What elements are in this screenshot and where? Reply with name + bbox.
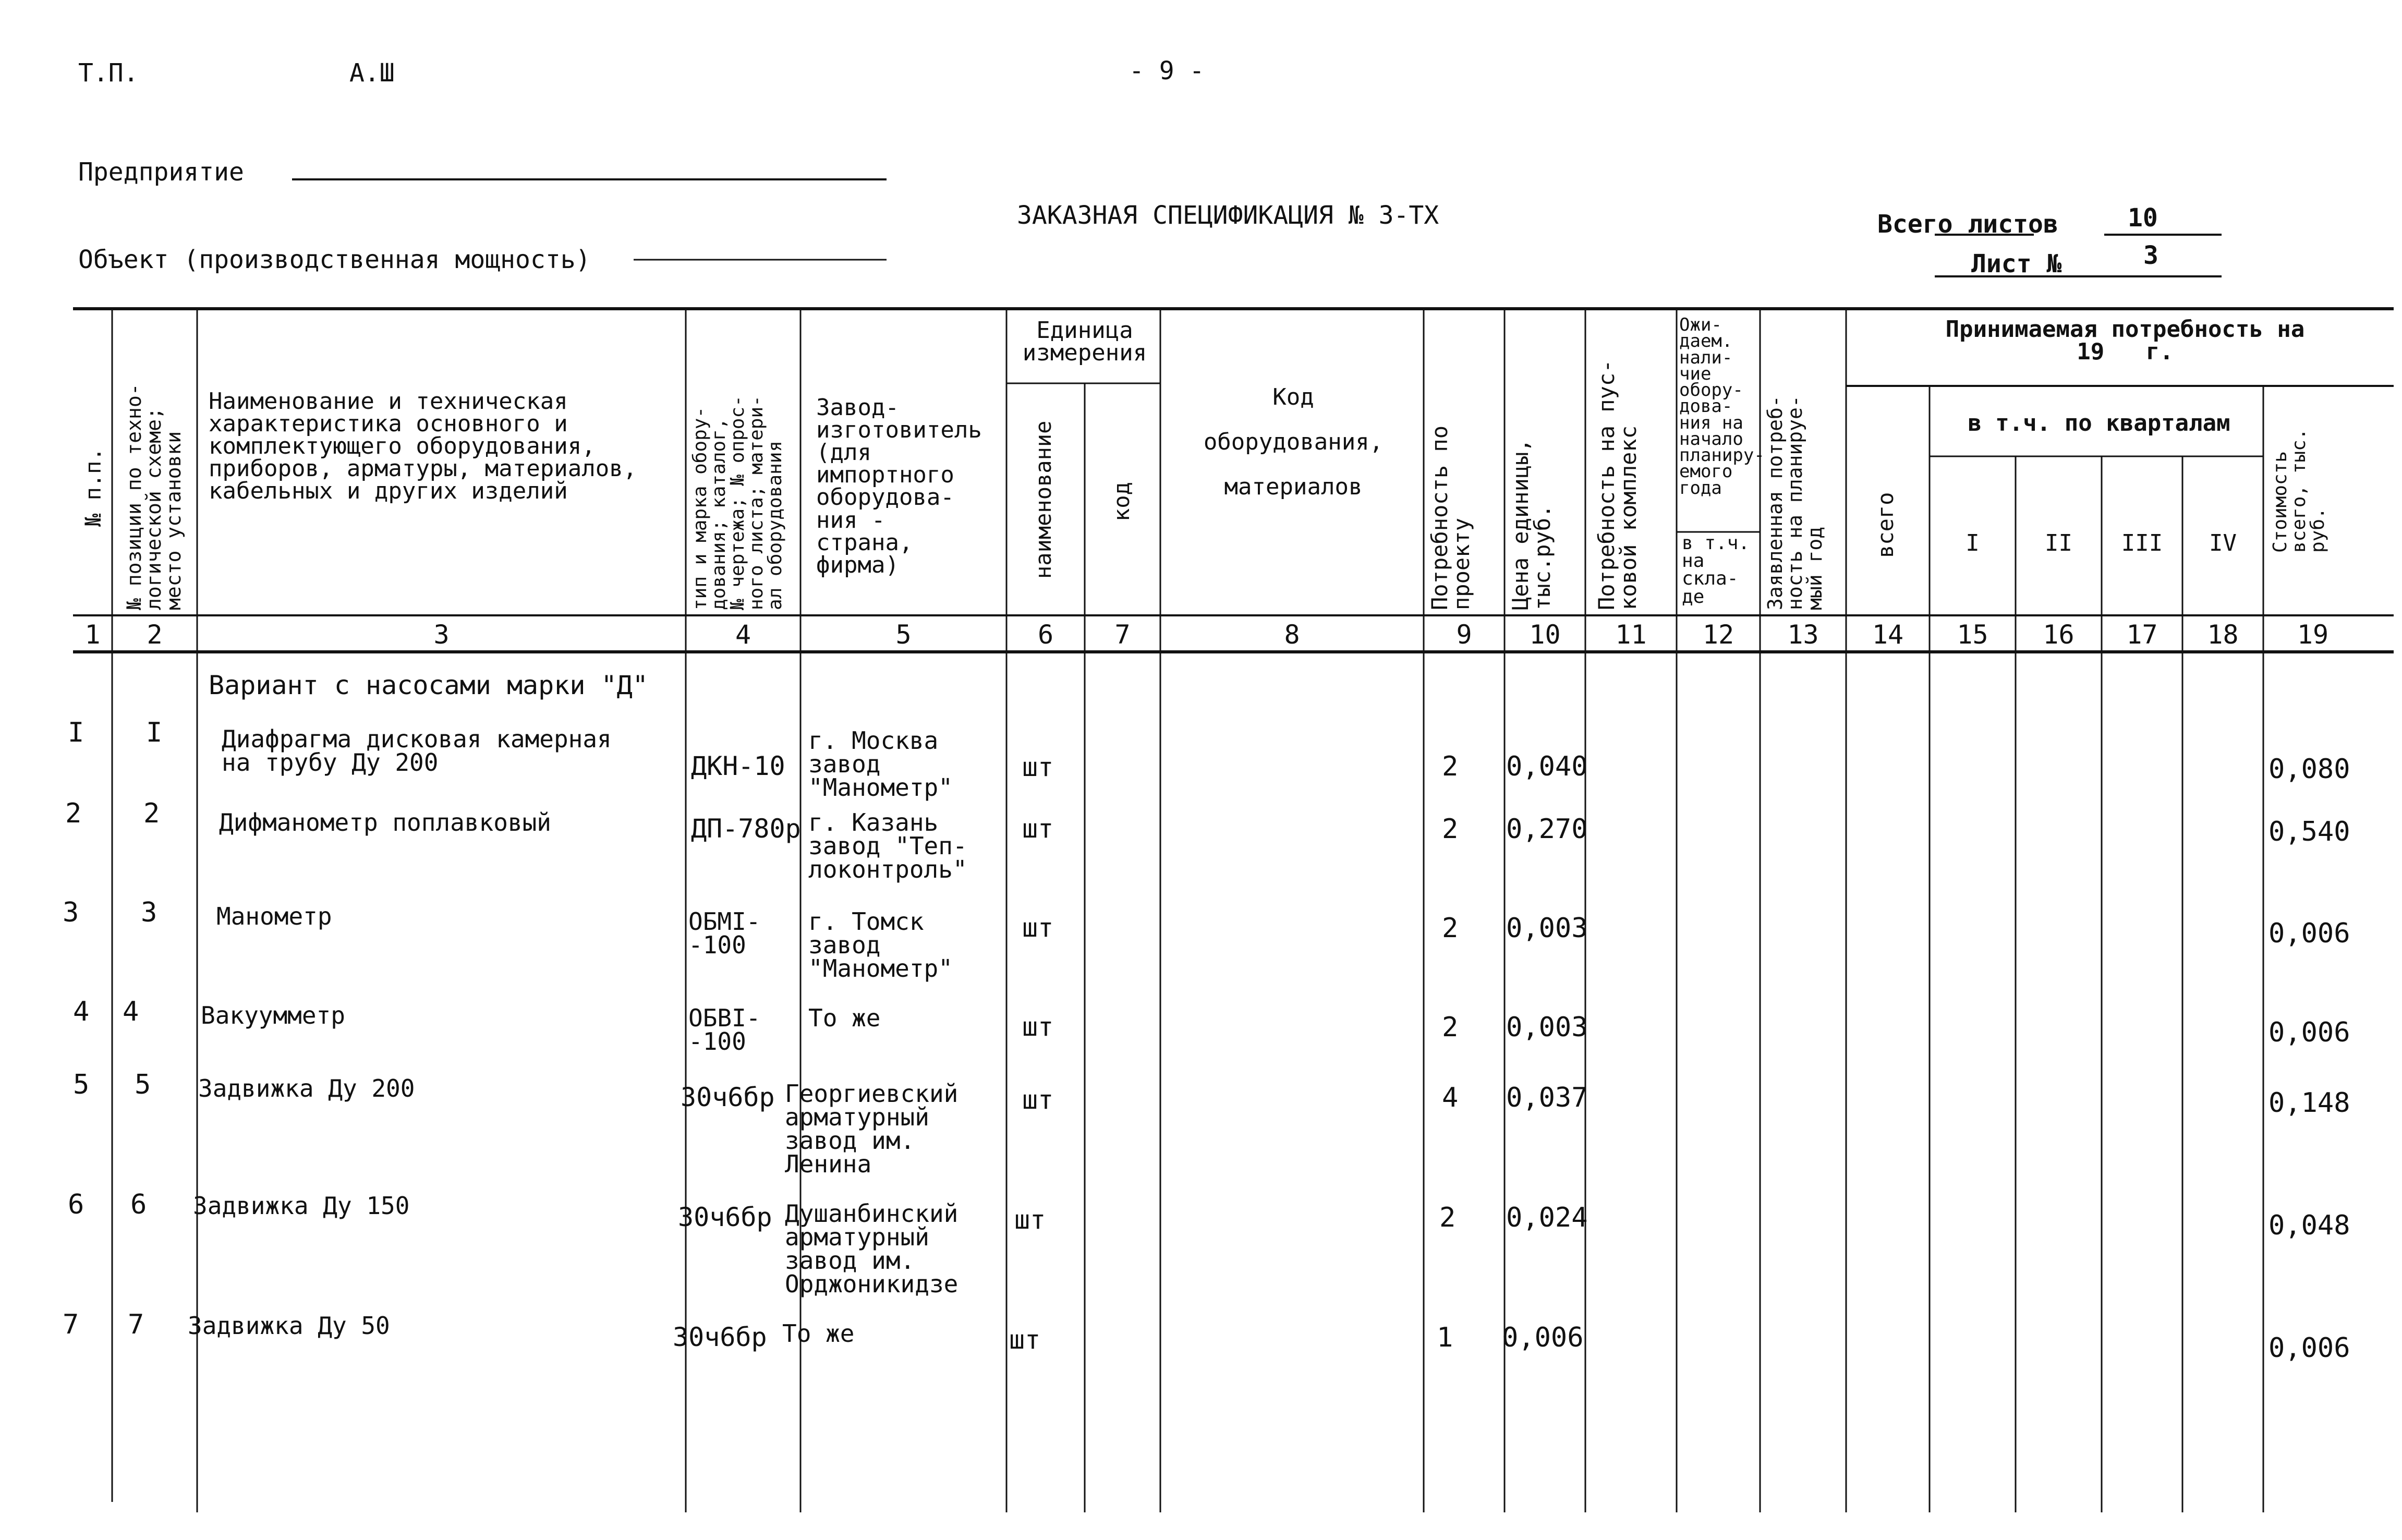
header-cost-total: Стоимость всего, тыс. руб. bbox=[2270, 428, 2328, 553]
row-price: 0,003 bbox=[1506, 913, 1588, 944]
row-price: 0,006 bbox=[1502, 1322, 1584, 1353]
row-maker: Душанбинский арматурный завод им. Орджоникидзе bbox=[785, 1199, 959, 1299]
row-qty: 2 bbox=[1439, 1202, 1456, 1233]
header-q2: II bbox=[2045, 530, 2072, 556]
col-num-1: 1 bbox=[84, 620, 101, 650]
header-need-project: Потребность по проекту bbox=[1427, 425, 1474, 610]
row-qty: 1 bbox=[1437, 1322, 1453, 1353]
row-cost: 0,540 bbox=[2268, 816, 2350, 847]
col-num-12: 12 bbox=[1702, 620, 1734, 650]
header-maker: Завод- изготовитель (для импортного оборудова- ния - страна, фирма) bbox=[816, 394, 982, 578]
row-number: 5 bbox=[73, 1069, 90, 1100]
col-num-13: 13 bbox=[1787, 620, 1819, 650]
enterprise-label: Предприятие bbox=[78, 157, 244, 187]
col-num-17: 17 bbox=[2126, 620, 2158, 650]
row-price: 0,024 bbox=[1506, 1202, 1588, 1233]
row-name: Задвижка Ду 200 bbox=[198, 1074, 415, 1102]
header-unit-group: Единица измерения bbox=[1022, 317, 1147, 367]
row-unit: шт bbox=[1022, 752, 1054, 782]
row-price: 0,003 bbox=[1506, 1012, 1588, 1043]
row-maker: То же bbox=[808, 1004, 881, 1032]
row-position: I bbox=[146, 717, 163, 748]
row-unit: шт bbox=[1022, 1012, 1054, 1042]
col-num-5: 5 bbox=[895, 620, 912, 650]
album-label: А.Ш bbox=[349, 58, 395, 88]
header-quarters-group: в т.ч. по кварталам bbox=[1968, 410, 2230, 436]
object-label: Объект (производственная мощность) bbox=[78, 245, 591, 274]
header-unit-code: код bbox=[1109, 482, 1134, 522]
col-num-18: 18 bbox=[2207, 620, 2239, 650]
sheet-label: Лист № bbox=[1971, 249, 2062, 278]
row-maker: г. Казань завод "Теп- локонтроль" bbox=[808, 808, 967, 884]
row-type: 30ч6бр bbox=[678, 1202, 772, 1232]
header-name: Наименование и техническая характеристика основного и комплектующего оборудования, приборов, арматуры, материалов, кабельных и других изделий bbox=[209, 388, 637, 505]
row-price: 0,037 bbox=[1506, 1082, 1588, 1113]
row-unit: шт bbox=[1022, 1085, 1054, 1115]
header-total: всего bbox=[1873, 492, 1898, 558]
row-unit: шт bbox=[1022, 814, 1054, 844]
row-position: 6 bbox=[130, 1189, 147, 1220]
row-type: ОБВI- -100 bbox=[688, 1004, 761, 1056]
header-number: № п.п. bbox=[80, 447, 106, 527]
header-position: № позиции по техно- логической схеме; место установки bbox=[123, 383, 185, 610]
row-cost: 0,006 bbox=[2268, 1017, 2350, 1048]
header-type: тип и марка обору- дования; каталог, № чертежа; № опрос- ного листа; матери- ал оборудования bbox=[689, 395, 786, 610]
row-name: Задвижка Ду 150 bbox=[193, 1192, 410, 1220]
row-qty: 2 bbox=[1442, 751, 1459, 782]
col-num-16: 16 bbox=[2043, 620, 2075, 650]
row-number: 2 bbox=[65, 798, 82, 829]
col-num-4: 4 bbox=[735, 620, 751, 650]
header-expected-stock: Ожи- даем. нали- чие обору- дова- ния на начало планиру- емого года bbox=[1679, 314, 1765, 499]
col-num-8: 8 bbox=[1284, 620, 1300, 650]
col-num-9: 9 bbox=[1456, 620, 1472, 650]
col-num-2: 2 bbox=[147, 620, 163, 650]
header-declared-need: Заявленная потреб- ность на планируе- мый год bbox=[1764, 395, 1826, 610]
row-qty: 2 bbox=[1442, 1012, 1459, 1043]
row-type: ДКН-10 bbox=[691, 751, 785, 781]
row-name: Диафрагма дисковая камерная на трубу Ду 200 bbox=[222, 725, 612, 777]
col-num-10: 10 bbox=[1529, 620, 1561, 650]
object-blank bbox=[631, 245, 887, 250]
header-code: Код оборудования, материалов bbox=[1203, 384, 1384, 501]
row-number: 4 bbox=[73, 996, 90, 1027]
row-qty: 4 bbox=[1442, 1082, 1459, 1113]
row-maker: Георгиевский арматурный завод им. Ленина bbox=[785, 1080, 959, 1179]
row-number: 6 bbox=[68, 1189, 84, 1220]
row-cost: 0,006 bbox=[2268, 918, 2350, 949]
row-cost: 0,080 bbox=[2268, 754, 2350, 785]
row-type: 30ч6бр bbox=[681, 1082, 775, 1112]
row-number: 7 bbox=[63, 1309, 79, 1340]
row-cost: 0,148 bbox=[2268, 1087, 2350, 1119]
row-name: Вакуумметр bbox=[201, 1001, 345, 1029]
row-qty: 2 bbox=[1442, 913, 1459, 944]
row-position: 5 bbox=[135, 1069, 151, 1100]
col-num-19: 19 bbox=[2297, 620, 2329, 650]
row-position: 4 bbox=[123, 996, 139, 1027]
row-position: 2 bbox=[143, 798, 160, 829]
header-in-warehouse: в т.ч. на скла- де bbox=[1682, 532, 1750, 608]
col-num-15: 15 bbox=[1957, 620, 1988, 650]
header-q3: III bbox=[2121, 530, 2163, 556]
row-number: 3 bbox=[63, 897, 79, 928]
row-maker: г. Томск завод "Манометр" bbox=[808, 907, 953, 983]
col-num-3: 3 bbox=[433, 620, 450, 650]
row-unit: шт bbox=[1022, 913, 1054, 943]
sheet-value: 3 bbox=[2143, 241, 2158, 270]
document-title: ЗАКАЗНАЯ СПЕЦИФИКАЦИЯ № 3-ТХ bbox=[1017, 201, 1439, 230]
row-type: ДП-780р bbox=[691, 814, 801, 844]
total-sheets-label: Всего листов bbox=[1877, 210, 2058, 239]
row-type: ОБМI- -100 bbox=[688, 907, 761, 960]
row-maker: г. Москва завод "Манометр" bbox=[808, 726, 953, 802]
row-cost: 0,006 bbox=[2268, 1332, 2350, 1364]
total-sheets-value: 10 bbox=[2128, 203, 2158, 233]
row-position: 7 bbox=[128, 1309, 144, 1340]
row-name: Дифманометр поплавковый bbox=[219, 808, 551, 836]
row-unit: шт bbox=[1014, 1205, 1046, 1235]
header-launch-complex: Потребность на пус- ковой комплекс bbox=[1594, 359, 1641, 610]
page-number: - 9 - bbox=[1129, 56, 1205, 86]
col-num-11: 11 bbox=[1615, 620, 1647, 650]
row-maker: То же bbox=[782, 1319, 855, 1348]
col-num-14: 14 bbox=[1872, 620, 1904, 650]
variant-heading: Вариант с насосами марки "Д" bbox=[209, 670, 648, 700]
col-num-6: 6 bbox=[1037, 620, 1054, 650]
col-num-7: 7 bbox=[1114, 620, 1131, 650]
row-position: 3 bbox=[141, 897, 157, 928]
header-q1: I bbox=[1966, 530, 1980, 556]
row-name: Задвижка Ду 50 bbox=[188, 1312, 390, 1340]
tp-label: Т.П. bbox=[78, 58, 139, 88]
row-type: 30ч6бр bbox=[673, 1322, 767, 1352]
header-accepted-need: Принимаемая потребность на 19 г. bbox=[1945, 316, 2305, 366]
row-price: 0,040 bbox=[1506, 751, 1588, 782]
row-cost: 0,048 bbox=[2268, 1210, 2350, 1241]
header-unit-name: наименование bbox=[1030, 420, 1056, 579]
row-unit: шт bbox=[1009, 1325, 1041, 1355]
header-unit-price: Цена единицы, тыс.руб. bbox=[1508, 439, 1555, 610]
row-price: 0,270 bbox=[1506, 814, 1588, 845]
row-name: Манометр bbox=[216, 902, 332, 930]
row-number: I bbox=[68, 717, 84, 748]
row-qty: 2 bbox=[1442, 814, 1459, 845]
header-q4: IV bbox=[2209, 530, 2237, 556]
